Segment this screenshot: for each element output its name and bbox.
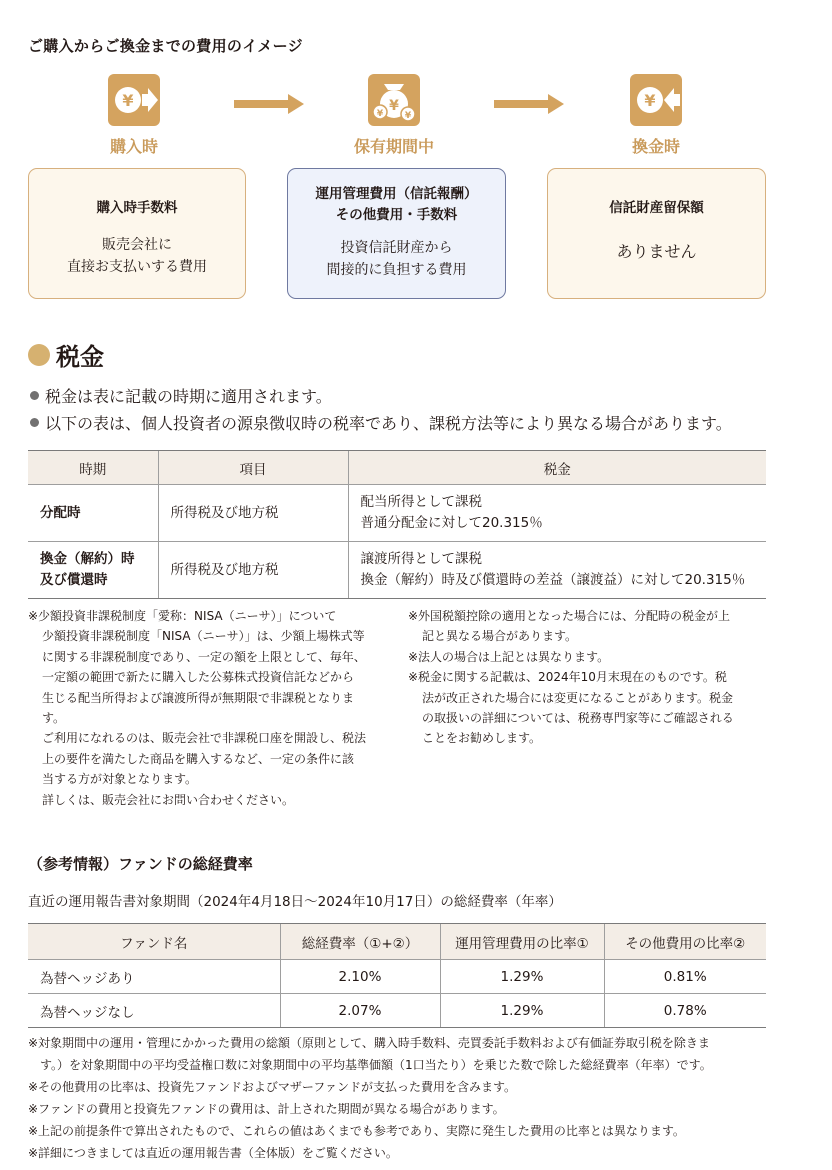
table-row [28, 485, 766, 542]
fee-title: （参考情報）ファンドの総経費率 [28, 855, 253, 873]
tax-bullet [30, 384, 332, 407]
note-line: 生じる配当所得および譲渡所得が無期限で非課税となりま [42, 690, 355, 705]
yen-out-icon [630, 74, 682, 126]
tax-cell [348, 542, 766, 599]
box-text: 直接お支払いする費用 [67, 259, 207, 275]
fee-notes [28, 1032, 773, 1164]
fee-subtitle: 直近の運用報告書対象期間（2024年4月18日～2024年10月17日）の総経費率（年率） [28, 894, 562, 910]
note-line: 一定額の範囲で新たに購入した公募株式投資信託などから [42, 670, 355, 685]
box-text: 投資信託財産から [340, 240, 453, 256]
note-line: ※少額投資非課税制度「愛称：NISA（ニーサ）」について [28, 609, 337, 623]
column-header: 税金 [348, 451, 766, 485]
cell-text: 譲渡所得として課税 [360, 551, 482, 567]
note-line: 詳しくは、販売会社にお問い合わせください。 [42, 792, 295, 807]
holding-fee-box [287, 168, 506, 299]
cell-text: 分配時 [40, 504, 81, 521]
tax-title: 税金 [56, 343, 104, 371]
column-header: 運用管理費用の比率① [440, 924, 604, 960]
column-header: 時期 [28, 451, 158, 485]
box-heading: その他費用・手数料 [335, 207, 458, 223]
svg-text:¥: ¥ [404, 111, 412, 121]
management-ratio-cell: 1.29% [440, 994, 604, 1028]
nisa-note [28, 606, 390, 810]
svg-text:¥: ¥ [122, 91, 134, 110]
box-text: 販売会社に [102, 237, 172, 253]
fund-name-cell: 為替ヘッジあり [28, 960, 280, 994]
box-text: 間接的に負担する費用 [326, 262, 467, 278]
timing-cell [28, 485, 158, 542]
bullet-dot-icon [30, 418, 39, 427]
note-line: 上の要件を満たした商品を購入するなど、一定の条件に該 [42, 751, 355, 766]
expense-ratio-table [28, 923, 766, 1028]
box-heading: 購入時手数料 [96, 200, 178, 216]
box-heading: 運用管理費用（信託報酬） [315, 186, 478, 202]
tax-cell [348, 485, 766, 542]
total-ratio-cell: 2.07% [280, 994, 440, 1028]
cell-text: 及び償還時 [40, 572, 108, 588]
note-line: ※対象期間中の運用・管理にかかった費用の総額（原則として、購入時手数料、売買委託手数料および有価証券取引税を除きま [28, 1036, 710, 1050]
other-ratio-cell: 0.78% [604, 994, 766, 1028]
cell-text: 換金（解約）時 [40, 551, 135, 567]
tax-table [28, 450, 766, 599]
note-line: ※外国税額控除の適用となった場合には、分配時の税金が上 [408, 609, 731, 623]
purchase-fee-box [28, 168, 246, 299]
table-row [28, 960, 766, 994]
retention-fee-box [547, 168, 766, 299]
note-line: の取扱いの詳細については、税務専門家等にご確認される [422, 711, 734, 726]
table-row [28, 542, 766, 599]
note-line: ※詳細につきましては直近の運用報告書（全体版）をご覧ください。 [28, 1146, 398, 1160]
column-header: ファンド名 [28, 924, 280, 960]
item-cell: 所得税及び地方税 [158, 485, 348, 542]
table-header-row [28, 924, 766, 960]
timing-cell [28, 542, 158, 599]
cell-text: 配当所得として課税 [360, 494, 482, 510]
tax-bullet [30, 411, 732, 434]
yen-in-icon [108, 74, 160, 126]
item-cell: 所得税及び地方税 [158, 542, 348, 599]
note-line: ことをお勧めします。 [422, 731, 542, 746]
stage-label-redemption: 換金時 [631, 137, 680, 156]
svg-text:¥: ¥ [376, 109, 384, 119]
column-header: 項目 [158, 451, 348, 485]
right-arrow-icon [234, 94, 306, 114]
stage-label-holding: 保有期間中 [353, 137, 434, 156]
bullet-text: 以下の表は、個人投資者の源泉徴収時の税率であり、課税方法等により異なる場合があります。 [45, 414, 732, 433]
note-line: ※その他費用の比率は、投資先ファンドおよびマザーファンドが支払った費用を含みます。 [28, 1080, 517, 1094]
note-line: 記と異なる場合があります。 [422, 629, 578, 644]
column-header: 総経費率（①+②） [280, 924, 440, 960]
note-line: す。）を対象期間中の平均受益権口数に対象期間中の平均基準価額（1口当たり）を乗じた数で除した総経費率（年率）です。 [40, 1058, 712, 1072]
note-line: 少額投資非課税制度「NISA（ニーサ）」は、少額上場株式等 [42, 629, 365, 644]
note-line: ※上記の前提条件で算出されたもので、これらの値はあくまでも参考であり、実際に発生した費用の比率とは異なります。 [28, 1124, 685, 1138]
cell-text: 換金（解約）時及び償還時の差益（譲渡益）に対して20.315％ [360, 572, 746, 588]
flow-title: ご購入からご換金までの費用のイメージ [28, 37, 303, 55]
box-text: ありません [616, 242, 697, 261]
bullet-text: 税金は表に記載の時期に適用されます。 [45, 387, 332, 406]
note-line: ※ファンドの費用と投資先ファンドの費用は、計上された期間が異なる場合があります。 [28, 1102, 505, 1116]
fund-name-cell: 為替ヘッジなし [28, 994, 280, 1028]
right-arrow-icon [494, 94, 566, 114]
table-row [28, 994, 766, 1028]
management-ratio-cell: 1.29% [440, 960, 604, 994]
note-line: 法が改正された場合には変更になることがあります。税金 [422, 690, 734, 705]
other-ratio-cell: 0.81% [604, 960, 766, 994]
stage-label-purchase: 購入時 [109, 137, 158, 156]
circle-bullet-icon [28, 344, 50, 366]
box-heading: 信託財産留保額 [609, 200, 704, 216]
note-line: 当する方が対象となります。 [42, 772, 198, 787]
note-line: ※法人の場合は上記とは異なります。 [408, 649, 610, 664]
column-header: その他費用の比率② [604, 924, 766, 960]
bullet-dot-icon [30, 391, 39, 400]
total-ratio-cell: 2.10% [280, 960, 440, 994]
table-header-row [28, 451, 766, 485]
note-line: す。 [42, 711, 66, 726]
note-line: ご利用になれるのは、販売会社で非課税口座を開設し、税法 [42, 731, 367, 746]
svg-text:¥: ¥ [389, 98, 399, 114]
note-line: ※税金に関する記載は、2024年10月末現在のものです。税 [408, 670, 727, 685]
note-line: に関する非課税制度であり、一定の額を上限として、毎年、 [42, 649, 366, 664]
svg-text:¥: ¥ [644, 91, 656, 110]
tax-heading [28, 337, 104, 372]
tax-side-notes [408, 606, 772, 749]
cell-text: 普通分配金に対して20.315％ [360, 515, 543, 531]
money-bag-icon [368, 74, 420, 126]
